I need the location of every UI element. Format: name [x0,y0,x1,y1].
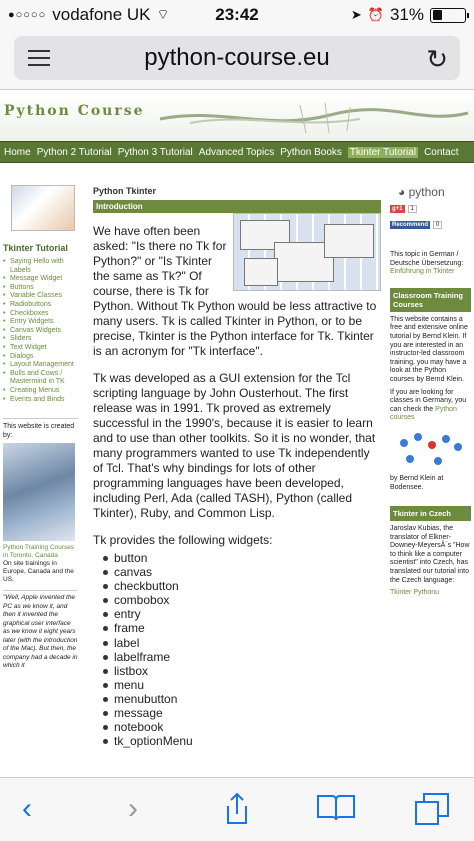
widget-list-item: entry [103,607,381,621]
nav-python2[interactable]: Python 2 Tutorial [36,147,112,158]
bodensee-text: by Bernd Klein at Bodensee. [390,474,444,491]
gplus-button[interactable]: g+1 [392,206,403,212]
widget-list-item: message [103,706,381,720]
classroom-heading: Classroom Training Courses [390,288,471,312]
photo-caption-2: On site trainings in Europe, Canada and the US. [3,560,74,584]
widget-list-item: checkbutton [103,579,381,593]
german-translation-note [390,251,471,277]
paragraph-3: Tk provides the following widgets: [93,533,273,547]
battery-icon [430,8,466,23]
czech-text: Jaroslav Kubias, the translator of Elkner-Downey-MeyersÂ´s "How to think like a computer scientist" into Czech, has translated our tutorial into the Czech language: [390,525,470,584]
carrier-name: vodafone UK [52,5,151,24]
status-bar [0,0,474,32]
python-logo-icon: ◕ [398,185,406,199]
sidebar-item[interactable]: • Events and Binds [3,396,78,405]
sidebar-menu [3,258,78,404]
tabs-icon[interactable] [414,792,450,831]
widget-list-item: tk_optionMenu [103,734,381,748]
nav-home[interactable]: Home [4,147,31,158]
sidebar-heading: Tkinter Tutorial [3,243,68,253]
sidebar-item[interactable]: • Canvas Widgets [3,327,78,336]
signal-icon: ●○○○○ [8,9,47,21]
german-translation-link[interactable]: Einführung in Tkinter [390,268,455,276]
python-logo-text: python [408,185,445,199]
sidebar-item[interactable]: • Entry Widgets [3,318,78,327]
czech-heading: Tkinter in Czech [390,506,471,521]
gplus-count: 1 [408,205,417,213]
sidebar-item[interactable]: • Radiobuttons [3,301,78,310]
apple-quote: "Well, Apple invented the PC as we know it, and then it invented the graphical user interface as we know it eight years later (with the introduction of the Mac). But then, the company had a decade in which it [3,590,78,671]
sidebar-item[interactable]: • Buttons [3,284,78,293]
widget-list-item: combobox [103,593,381,607]
widget-list-item: button [103,551,381,565]
sidebar-item[interactable]: • Saying Hello with Labels [3,258,78,275]
web-content [0,91,474,777]
battery-percent: 31% [389,5,424,24]
czech-link[interactable]: Tkinter Pythonu [390,589,440,597]
nav-contact[interactable]: Contact [424,147,459,158]
right-sidebar [390,183,471,598]
widget-list-item: canvas [103,565,381,579]
created-by-label: This website is created by: [3,418,78,440]
reload-icon[interactable]: ↻ [426,44,448,74]
url-field[interactable] [14,36,460,80]
tkinter-screenshots-image [233,213,381,291]
sidebar-item[interactable]: • Dialogs [3,353,78,362]
widget-list-item: label [103,636,381,650]
widget-list-item: labelframe [103,650,381,664]
toronto-photo[interactable] [3,443,75,541]
sidebar-item[interactable]: • Bulls and Cows / Mastermind in TK [3,370,78,387]
main-content [93,183,381,748]
sidebar-item[interactable]: • Variable Classes [3,292,78,301]
widget-list [93,551,381,748]
paragraph-2: Tk was developed as a GUI extension for the Tcl scripting language by John Ousterhout. The first release was in 1991. Tk proved as extremely successful in the 1990's, because it is easier to learn and to use than other toolkits. So it is no wonder, that many programmers wanted to use Tk independently of Tcl. That's why bindings for lots of other programming languages have been developed, including Perl, Ada (called TASH), Python (called Tkinter), Ruby, and Common Lisp. [93,371,376,520]
training-group-icon[interactable] [394,429,468,471]
site-banner [0,91,474,141]
nav-python3[interactable]: Python 3 Tutorial [117,147,193,158]
sidebar-item[interactable]: • Text Widget [3,344,78,353]
sidebar-item[interactable]: • Checkboxes [3,310,78,319]
nav-tkinter[interactable]: Tkinter Tutorial [349,147,417,158]
nav-books[interactable]: Python Books [280,147,342,158]
site-logo[interactable]: Python Course [4,103,145,119]
facebook-widget[interactable] [390,221,471,229]
url-text[interactable]: python-course.eu [144,44,330,71]
sidebar-item[interactable]: • Layout Management [3,361,78,370]
forward-icon[interactable]: › [128,792,138,825]
widget-list-item: listbox [103,664,381,678]
facebook-recommend-button[interactable]: Recommend [392,222,429,228]
tkinter-thumbnail [11,185,75,231]
facebook-count: 0 [433,221,442,229]
germany-text: If you are looking for classes in Germany, you can check the [390,388,467,413]
gplus-widget[interactable] [390,205,471,213]
nav-advanced[interactable]: Advanced Topics [198,147,275,158]
main-navigation [0,141,474,163]
sidebar-item[interactable]: • Message Widget [3,275,78,284]
left-sidebar [3,183,78,671]
location-icon: ➤ [350,7,362,22]
python-courses-link[interactable]: Python courses [390,405,457,422]
photo-caption[interactable]: Python Training Courses in Toronto, Canada [3,544,75,560]
bookmarks-icon[interactable] [316,792,356,827]
share-icon[interactable] [222,792,252,831]
battery-level [433,10,442,20]
germany-courses-text [390,389,471,423]
wifi-icon: ⌔ [156,6,170,22]
classroom-text: This website contains a free and extensive online tutorial by Bernd Klein. If you are interested in an instructor-led classroom training, you may have a look at the Python courses by Bernd Klein. [390,315,468,383]
banner-python-graphic [150,95,470,137]
widget-list-item: menubutton [103,692,381,706]
widget-list-item: notebook [103,720,381,734]
german-note-text: This topic in German / Deutsche Übersetzung: [390,251,464,267]
paragraph-1: We have often been asked: "Is there no Tk for Python?" or "Is Tkinter the same as Tk?" Of course, there is Tk for Python. Without Tk Python would be less attractive to many users. Tk is called Tkinter in Python, or to be precise, Tkinter is the Python interface for Tk. Tkinter is an acronym for "Tk interface". [93,224,377,358]
sidebar-item[interactable]: • Creating Menus [3,387,78,396]
sidebar-item[interactable]: • Sliders [3,335,78,344]
widget-list-item: menu [103,678,381,692]
browser-address-bar [0,32,474,90]
widget-list-item: frame [103,621,381,635]
section-header: Introduction [93,200,381,213]
python-logo[interactable] [398,185,471,199]
page-title: Python Tkinter [93,186,157,196]
alarm-icon: ⏰ [367,7,384,22]
status-time: 23:42 [215,5,259,24]
browser-toolbar [0,777,474,841]
back-icon[interactable]: ‹ [22,792,32,825]
